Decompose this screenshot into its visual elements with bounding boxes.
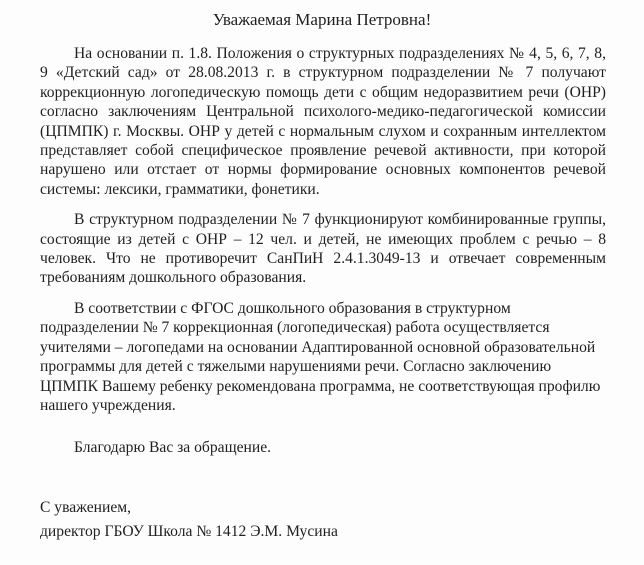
letter-body [40, 44, 606, 415]
letter-thanks: Благодарю Вас за обращение. [74, 439, 272, 456]
paragraph-program: В соответствии с ФГОС дошкольного образования в структурном подразделении № 7 коррекционная (логопедическая) работа осуществляется учителями – логопедами на основании Адаптированной основной образовательной программы для детей с тяжелыми нарушениями речи. Согласно заключению ЦПМПК Вашему ребенку рекомендована программа, не соответствующая профилю нашего учреждения. [40, 299, 601, 414]
letter-salutation: Уважаемая Марина Петровна! [212, 10, 432, 29]
letter-signatory: директор ГБОУ Школа № 1412 Э.М. Мусина [40, 523, 338, 540]
paragraph-basis: На основании п. 1.8. Положения о структурных подразделениях № 4, 5, 6, 7, 8, 9 «Детский сад» от 28.08.2013 г. в структурном подразделении № 7 получают коррекционную логопедическую помощь дети с общим недоразвитием речи (ОНР) согласно заключениям Центральной психолого-медико-педагогической комиссии (ЦПМПК) г. Москвы. ОНР у детей с нормальным слухом и сохранным интеллектом представляет собой специфическое проявление речевой активности, при которой нарушено или отстает от нормы формирование основных компонентов речевой системы: лексики, грамматики, фонетики. [40, 45, 606, 198]
paragraph-groups: В структурном подразделении № 7 функционируют комбинированные группы, состоящие из детей с ОНР – 12 чел. и детей, не имеющих проблем с речью – 8 человек. Что не противоречит СанПиН 2.4.1.3049-13 и отвечает современным требованиям дошкольного образования. [40, 211, 606, 287]
signature-block [40, 496, 338, 544]
letter-closing: С уважением, [40, 499, 132, 516]
